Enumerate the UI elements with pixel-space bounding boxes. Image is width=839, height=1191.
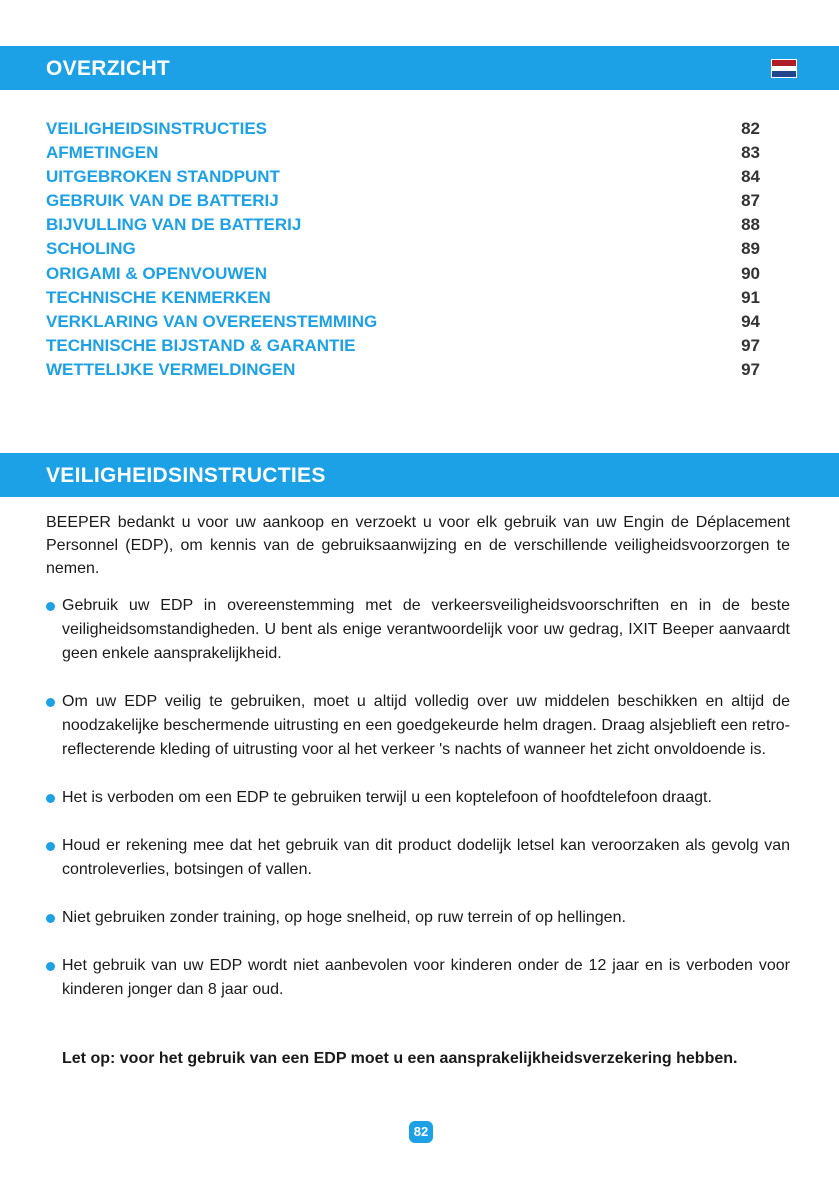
bullet-dot-icon [46,962,55,971]
bullet-dot-icon [46,842,55,851]
toc-entry-page: 88 [741,215,760,235]
safety-bullet-text: Het gebruik van uw EDP wordt niet aanbevolen voor kinderen onder de 12 jaar en is verboden voor kinderen jonger dan 8 jaar oud. [62,957,790,998]
toc-entry-title: VERKLARING VAN OVEREENSTEMMING [46,311,378,331]
bullet-dot-icon [46,914,55,923]
toc-entry-title: ORIGAMI & OPENVOUWEN [46,263,268,283]
toc-entry-title: WETTELIJKE VERMELDINGEN [46,359,296,379]
safety-bullet-text: Om uw EDP veilig te gebruiken, moet u altijd volledig over uw middelen beschikken en altijd de noodzakelijke beschermende uitrusting en een goedgekeurde helm dragen. Draag alsjeblieft een retro-reflecterende kleding of uitrusting voor al het verkeer 's nachts of wanneer het zicht onvoldoende is. [62,693,790,758]
toc-entry-page: 97 [741,335,760,355]
safety-bullet [46,786,790,810]
bullet-dot-icon [46,794,55,803]
toc-entry-title: BIJVULLING VAN DE BATTERIJ [46,215,302,235]
toc-entry-page: 83 [741,143,760,163]
safety-bullet [46,954,790,1002]
toc-row[interactable] [46,213,760,237]
toc-entry-page: 82 [741,119,760,138]
table-of-contents [46,117,760,382]
toc-entry-page: 89 [741,239,760,259]
safety-bullet-list [46,594,790,1026]
toc-entry-title: TECHNISCHE KENMERKEN [46,287,271,307]
flag-stripe-blue [772,71,796,77]
overview-title: OVERZICHT [46,57,171,80]
page-number-badge: 82 [409,1121,433,1143]
toc-row[interactable] [46,334,760,358]
toc-row[interactable] [46,237,760,261]
safety-bullet-text: Niet gebruiken zonder training, op hoge snelheid, op ruw terrein of op hellingen. [62,909,626,926]
toc-entry-page: 90 [741,263,760,283]
toc-entry-page: 94 [741,311,760,331]
toc-entry-title: VEILIGHEIDSINSTRUCTIES [46,119,268,138]
toc-row[interactable] [46,189,760,213]
insurance-note: Let op: voor het gebruik van een EDP moet u een aansprakelijkheidsverzekering hebben. [62,1050,738,1067]
safety-title: VEILIGHEIDSINSTRUCTIES [46,464,326,487]
toc-entry-page: 97 [741,359,760,379]
toc-entry-title: SCHOLING [46,239,136,259]
toc-entry-title: UITGEBROKEN STANDPUNT [46,167,280,187]
safety-intro: BEEPER bedankt u voor uw aankoop en verzoekt u voor elk gebruik van uw Engin de Déplacement Personnel (EDP), om kennis van de gebruiksaanwijzing en de verschillende veiligheidsvoorzorgen te nemen. [46,514,790,577]
bullet-dot-icon [46,698,55,707]
safety-bullet [46,690,790,762]
toc-entry-title: TECHNISCHE BIJSTAND & GARANTIE [46,335,356,355]
safety-bullet-text: Houd er rekening mee dat het gebruik van dit product dodelijk letsel kan veroorzaken als gevolg van controleverlies, botsingen of vallen. [62,837,790,878]
toc-row[interactable] [46,117,760,141]
bullet-dot-icon [46,602,55,611]
netherlands-flag-icon [771,59,797,78]
safety-bullet-text: Gebruik uw EDP in overeenstemming met de verkeersveiligheidsvoorschriften en in de beste veiligheidsomstandigheden. U bent als enige verantwoordelijk voor uw gedrag, IXIT Beeper aanvaardt geen enkele aansprakelijkheid. [62,597,790,662]
overview-header [0,46,839,90]
safety-header [0,453,839,497]
safety-bullet [46,834,790,882]
safety-bullet [46,906,790,930]
safety-bullet [46,594,790,666]
toc-entry-page: 91 [741,287,760,307]
toc-entry-page: 87 [741,191,760,211]
toc-entry-title: GEBRUIK VAN DE BATTERIJ [46,191,279,211]
toc-row[interactable] [46,165,760,189]
toc-entry-page: 84 [741,167,760,187]
toc-row[interactable] [46,262,760,286]
toc-row[interactable] [46,310,760,334]
toc-row[interactable] [46,141,760,165]
safety-bullet-text: Het is verboden om een EDP te gebruiken terwijl u een koptelefoon of hoofdtelefoon draagt. [62,789,712,806]
toc-row[interactable] [46,358,760,382]
toc-entry-title: AFMETINGEN [46,143,159,163]
toc-row[interactable] [46,286,760,310]
